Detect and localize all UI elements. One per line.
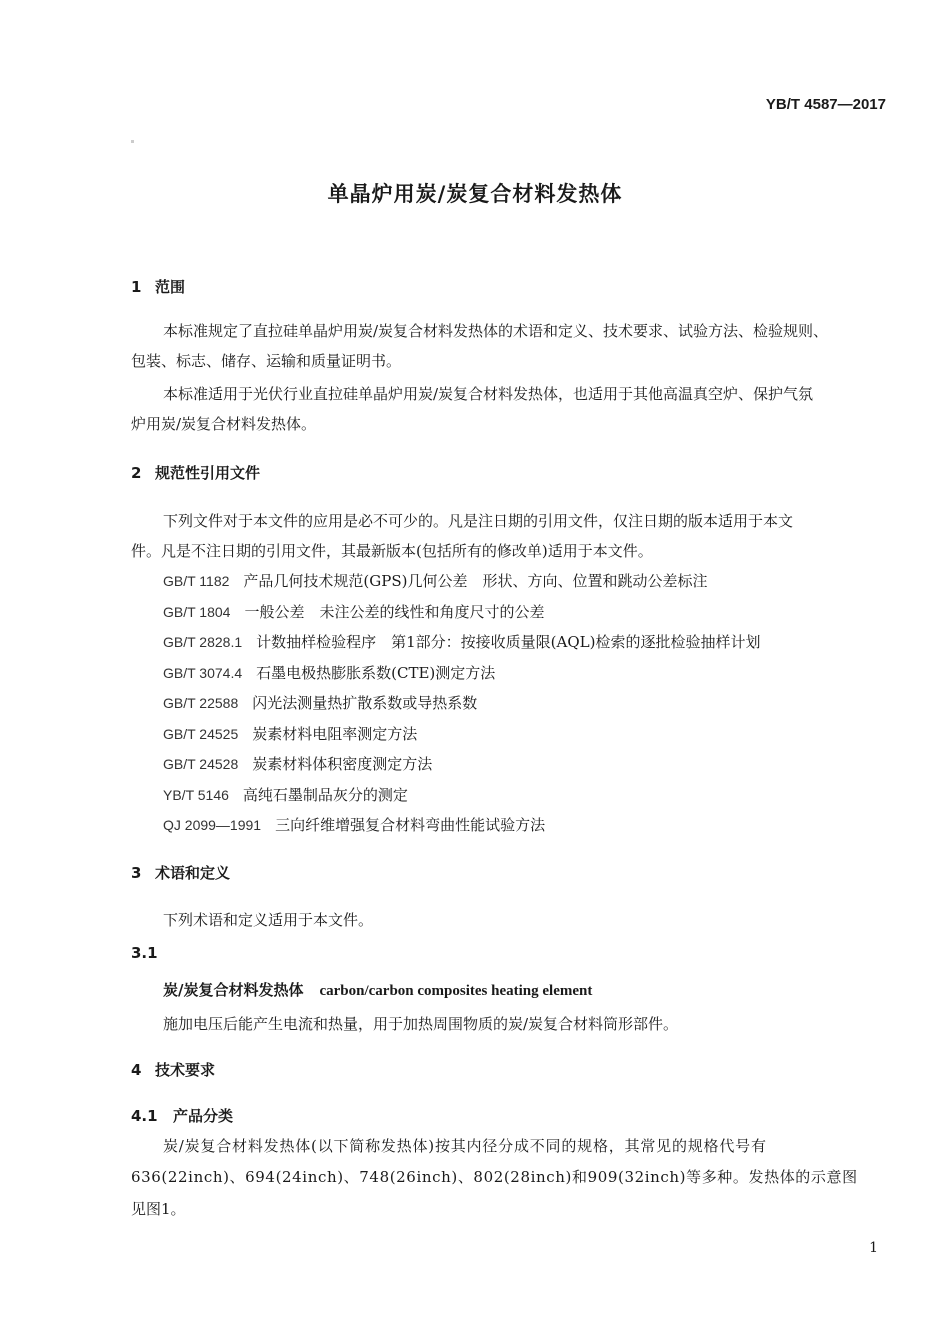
- section-number: 3: [131, 864, 142, 882]
- scan-dot: [131, 140, 134, 143]
- reference-title: 三向纤维增强复合材料弯曲性能试验方法: [275, 816, 546, 834]
- reference-title: 计数抽样检验程序 第1部分：按接收质量限(AQL)检索的逐批检验抽样计划: [256, 633, 761, 651]
- paragraph-line: 下列术语和定义适用于本文件。: [163, 911, 374, 929]
- reference-item: [163, 570, 707, 591]
- reference-item: [163, 784, 408, 805]
- reference-code: YB/T 5146: [163, 787, 229, 803]
- reference-title: 炭素材料电阻率测定方法: [252, 725, 418, 743]
- section-title: 技术要求: [155, 1061, 216, 1079]
- reference-code: QJ 2099—1991: [163, 817, 262, 833]
- reference-code: GB/T 2828.1: [163, 634, 243, 650]
- section-number: 2: [131, 464, 142, 482]
- reference-code: GB/T 3074.4: [163, 665, 243, 681]
- reference-title: 高纯石墨制品灰分的测定: [242, 786, 408, 804]
- reference-code: GB/T 24528: [163, 756, 239, 772]
- page-number: 1: [869, 1240, 878, 1256]
- paragraph-line: 见图1。: [131, 1200, 186, 1218]
- reference-item: [163, 662, 495, 683]
- paragraph-line: 炉用炭/炭复合材料发热体。: [131, 415, 317, 433]
- section-title: 术语和定义: [155, 864, 231, 882]
- reference-title: 闪光法测量热扩散系数或导热系数: [252, 694, 478, 712]
- reference-code: GB/T 24525: [163, 726, 239, 742]
- term-entry: [163, 979, 592, 1000]
- reference-code: GB/T 1182: [163, 573, 230, 589]
- paragraph-line: 636(22inch)、694(24inch)、748(26inch)、802(28inch)和909(32inch)等多种。发热体的示意图: [131, 1168, 858, 1186]
- paragraph-line: 炭/炭复合材料发热体(以下简称发热体)按其内径分成不同的规格，其常见的规格代号有: [163, 1137, 767, 1155]
- document-title: 单晶炉用炭/炭复合材料发热体: [327, 182, 623, 206]
- paragraph-line: 本标准适用于光伏行业直拉硅单晶炉用炭/炭复合材料发热体，也适用于其他高温真空炉、保护气氛: [163, 385, 814, 403]
- section-title: 规范性引用文件: [155, 464, 261, 482]
- reference-title: 石墨电极热膨胀系数(CTE)测定方法: [256, 664, 496, 682]
- subsection-title: 产品分类: [173, 1107, 234, 1125]
- standard-number: YB/T 4587—2017: [765, 96, 886, 113]
- paragraph-line: 包装、标志、储存、运输和质量证明书。: [131, 352, 402, 370]
- term-chinese: 炭/炭复合材料发热体: [163, 981, 304, 999]
- reference-item: [163, 601, 544, 622]
- reference-title: 一般公差 未注公差的线性和角度尺寸的公差: [244, 603, 545, 621]
- reference-item: [163, 814, 545, 835]
- section-4-heading: [131, 1059, 215, 1080]
- reference-code: GB/T 1804: [163, 604, 231, 620]
- reference-code: GB/T 22588: [163, 695, 239, 711]
- paragraph-line: 件。凡是不注日期的引用文件，其最新版本(包括所有的修改单)适用于本文件。: [131, 542, 653, 560]
- section-number: 1: [131, 278, 142, 296]
- section-3-heading: [131, 862, 230, 883]
- subsection-number: 4.1: [131, 1107, 158, 1125]
- section-title: 范围: [155, 278, 186, 296]
- term-english: carbon/carbon composites heating element: [319, 983, 593, 999]
- subsection-number: 3.1: [131, 944, 158, 962]
- term-definition: 施加电压后能产生电流和热量，用于加热周围物质的炭/炭复合材料筒形部件。: [163, 1015, 679, 1033]
- reference-item: [163, 753, 432, 774]
- reference-item: [163, 631, 760, 652]
- paragraph-line: 本标准规定了直拉硅单晶炉用炭/炭复合材料发热体的术语和定义、技术要求、试验方法、检验规则、: [163, 322, 829, 340]
- section-2-heading: [131, 462, 260, 483]
- reference-title: 产品几何技术规范(GPS)几何公差 形状、方向、位置和跳动公差标注: [243, 572, 708, 590]
- reference-title: 炭素材料体积密度测定方法: [252, 755, 433, 773]
- paragraph-line: 下列文件对于本文件的应用是必不可少的。凡是注日期的引用文件，仅注日期的版本适用于本文: [163, 512, 794, 530]
- section-1-heading: [131, 276, 185, 297]
- reference-item: [163, 723, 417, 744]
- subsection-4-1-heading: [131, 1105, 233, 1126]
- section-number: 4: [131, 1061, 142, 1079]
- reference-item: [163, 692, 477, 713]
